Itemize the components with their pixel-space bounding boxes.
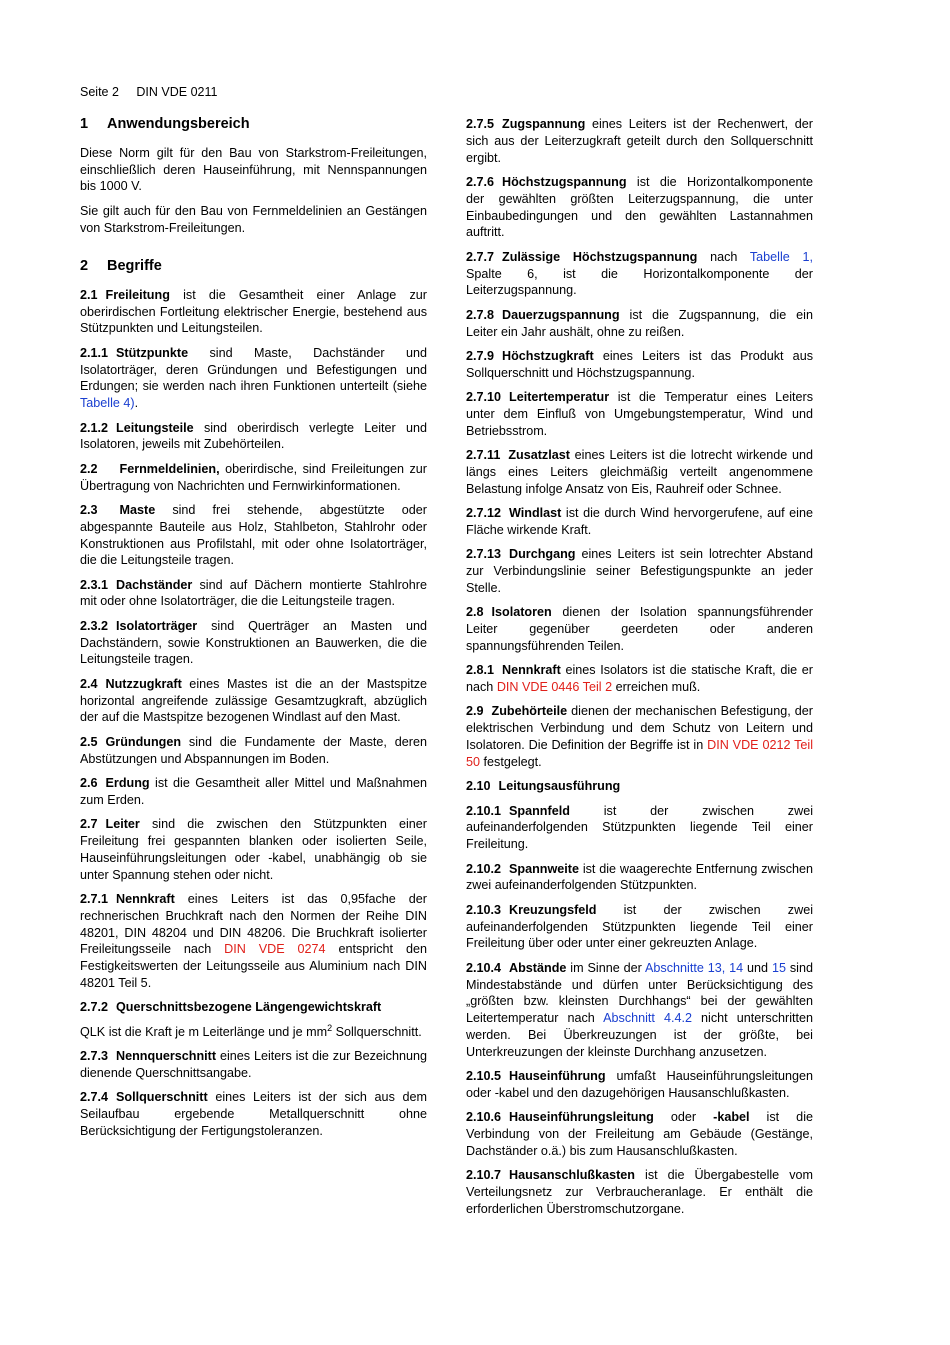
paragraph: Diese Norm gilt für den Bau von Starkstrom-Freileitungen, einschließlich deren Hauseinführung, mit Nennspannungen bis 1000 V. [80, 145, 427, 194]
reference-link[interactable]: DIN VDE 0446 Teil 2 [496, 680, 613, 695]
definition-2-10-1: 2.10.1 Spannfeld ist der zwischen zwei aufeinanderfolgenden Stützpunkten liegende Teil einer Freileitung. [466, 803, 813, 852]
definition-2-10: 2.10 Leitungsausführung [466, 779, 621, 794]
definition-2-7-5: 2.7.5 Zugspannung eines Leiters ist der Rechenwert, der sich aus der Leiterzugkraft geteilt durch den Sollquerschnitt ergibt. [466, 117, 813, 165]
definition-2-8-1: 2.8.1 Nennkraft eines Isolators ist die statische Kraft, die er nach DIN VDE 0446 Teil 2 erreichen muß. [466, 663, 813, 695]
definition-2-1: 2.1 Freileitung ist die Gesamtheit einer Anlage zur oberirdischen Fortleitung elektrischer Energie, bestehend aus Stützpunkten und Leitungsteilen. [80, 287, 427, 336]
left-column [80, 116, 427, 1147]
definition-2-7-13: 2.7.13 Durchgang eines Leiters ist sein lotrechter Abstand zur Verbindungslinie seiner Befestigungspunkte an jeder Stelle. [466, 547, 813, 595]
definition-2-9: 2.9 Zubehörteile dienen der mechanischen Befestigung, der elektrischen Verbindung und dem Schutz von Leitern und Isolatoren. Die Definition der Begriffe ist in DIN VDE 0212 Teil 50 festgelegt. [466, 704, 813, 769]
reference-link[interactable]: Abschnitte 13, 14 [645, 960, 744, 975]
definition-2-7-12: 2.7.12 Windlast ist die durch Wind hervorgerufene, auf eine Fläche wirkende Kraft. [466, 506, 813, 537]
definition-2-3-2: 2.3.2 Isolatorträger sind Querträger an Masten und Dachständern, sowie Konstruktionen an Bauwerken, die die Leitungsteile tragen. [80, 618, 427, 667]
reference-link[interactable]: Tabelle 4) [80, 396, 135, 411]
definition-2-7-7: 2.7.7 Zulässige Höchstzugspannung nach Tabelle 1, Spalte 6, ist die Horizontalkomponente der Leiterzugspannung. [466, 249, 813, 298]
definition-2-8: 2.8 Isolatoren dienen der Isolation spannungsführender Leiter gegenüber geerdeten oder anderen spannungsführenden Teilen. [466, 605, 813, 653]
paragraph: Sie gilt auch für den Bau von Fernmeldelinien an Gestängen von Starkstrom-Freileitungen. [80, 203, 427, 235]
definition-2-5: 2.5 Gründungen sind die Fundamente der Maste, deren Abstützungen und Abspannungen im Boden. [80, 734, 427, 766]
reference-link[interactable]: 15 [771, 960, 786, 975]
definition-2-10-7: 2.10.7 Hausanschlußkasten ist die Übergabestelle vom Verteilungsnetz zur Verbraucheranlage. Er enthält die erforderlichen Überstromschutzorgane. [466, 1168, 813, 1216]
reference-link[interactable]: Tabelle 1, [749, 249, 813, 264]
definition-2-7-11: 2.7.11 Zusatzlast eines Leiters ist die lotrecht wirkende und längs eines Leiters gleichmäßig verteilt angenommene Belastung infolge Ansatz von Eis, Rauhreif oder Schnee. [466, 448, 813, 496]
definition-2-7-6: 2.7.6 Höchstzugspannung ist die Horizontalkomponente der gewählten größten Leiterzugspannung, die unter Einbaubedingungen und den gewählten Lastannahmen auftritt. [466, 174, 813, 240]
reference-link[interactable]: DIN VDE 0212 Teil 50 [466, 738, 813, 769]
section-heading-1: 1 Anwendungsbereich [80, 116, 250, 132]
definition-2-7-10: 2.7.10 Leitertemperatur ist die Temperatur eines Leiters unter dem Einfluß von Umgebungstemperatur, Wind und Betriebsstrom. [466, 390, 813, 438]
definition-2-3: 2.3 Maste sind frei stehende, abgestützte oder abgespannte Bauteile aus Holz, Stahlbeton, Stahlrohr oder Konstruktionen aus Profilstahl, mit oder ohne Isolatorträger, die die Leitungsteile tragen. [80, 502, 427, 568]
definition-2-7-1: 2.7.1 Nennkraft eines Leiters ist das 0,95fache der rechnerischen Bruchkraft nach den Normen der Reihe DIN 48201, DIN 48204 und DIN 48206. Die Bruchkraft isolierter Freileitungsseile nach DIN VDE 0274 entspricht den Festigkeitswerten der Leitungsseile aus Aluminium nach DIN 48201 Teil 5. [80, 892, 427, 990]
definition-2-2: 2.2 Fernmeldelinien, oberirdische, sind Freileitungen zur Übertragung von Nachrichten und Fernwirkinformationen. [80, 461, 427, 493]
document-id: DIN VDE 0211 [136, 85, 218, 99]
definition-2-10-2: 2.10.2 Spannweite ist die waagerechte Entfernung zwischen zwei aufeinanderfolgenden Stützpunkten. [466, 861, 813, 893]
definition-2-7-9: 2.7.9 Höchstzugkraft eines Leiters ist das Produkt aus Sollquerschnitt und Höchstzugspannung. [466, 348, 813, 380]
definition-2-7-8: 2.7.8 Dauerzugspannung ist die Zugspannung, die ein Leiter ein Jahr aushält, ohne zu reißen. [466, 307, 813, 339]
definition-2-1-1: 2.1.1 Stützpunkte sind Maste, Dachständer und Isolatorträger, deren Gründungen und Befestigungen und Erdungen; sie werden nach ihren Funktionen unterteilt (siehe Tabelle 4). [80, 345, 427, 411]
paragraph: QLK ist die Kraft je m Leiterlänge und je $mm^2$ Sollquerschnitt. [80, 1022, 422, 1039]
definition-2-7-2: 2.7.2 Querschnittsbezogene Längengewichtskraft [80, 1000, 382, 1015]
definition-2-3-1: 2.3.1 Dachständer sind auf Dächern montierte Stahlrohre mit oder ohne Isolatorträger, die die Leitungsteile tragen. [80, 577, 427, 609]
definition-2-10-5: 2.10.5 Hauseinführung umfaßt Hauseinführungsleitungen oder -kabel und den dazugehörigen Hausanschlußkasten. [466, 1069, 813, 1100]
definition-2-6: 2.6 Erdung ist die Gesamtheit aller Mittel und Maßnahmen zum Erden. [80, 776, 427, 807]
definition-2-7: 2.7 Leiter sind die zwischen den Stützpunkten einer Freileitung frei gespannten blanken oder isolierten Seile, Hauseinführungsleitungen oder -kabel, unabhängig ob sie unter Spannung stehen oder nicht. [80, 817, 427, 882]
definition-2-10-3: 2.10.3 Kreuzungsfeld ist der zwischen zwei aufeinanderfolgenden Stützpunkten liegende Teil einer Freileitung über oder unter einer gekreuzten Anlage. [466, 902, 813, 951]
right-column [466, 116, 813, 1225]
definition-2-7-3: 2.7.3 Nennquerschnitt eines Leiters ist die zur Bezeichnung dienende Querschnittsangabe. [80, 1049, 427, 1080]
section-heading-2: 2 Begriffe [80, 257, 162, 274]
definition-2-10-6: 2.10.6 Hauseinführungsleitung oder -kabel ist die Verbindung von der Freileitung am Gebäude (Gestänge, Dachständer o.ä.) bis zum Hausanschlußkasten. [466, 1110, 813, 1158]
definition-2-4: 2.4 Nutzzugkraft eines Mastes ist die an der Mastspitze horizontal angreifende zulässige Gesamtzugkraft, abzüglich der auf die Mastspitze bezogenen Windlast auf den Mast. [80, 676, 427, 725]
definition-2-10-4: 2.10.4 Abstände im Sinne der Abschnitte 13, 14 und 15 sind Mindestabstände und dürfen unter Berücksichtigung des „größten bzw. kleinsten Durchhangs“ bei der gewählten Leitertemperatur nach Abschnitt 4.4.2 nicht unterschritten werden. Bei Überkreuzungen ist der größte, bei Unterkreuzungen der kleinste Durchhang anzusetzen. [466, 960, 814, 1059]
reference-link[interactable]: Abschnitt 4.4.2 [603, 1011, 692, 1026]
definition-2-1-2: 2.1.2 Leitungsteile sind oberirdisch verlegte Leiter und Isolatoren, jeweils mit Zubehörteilen. [80, 420, 427, 452]
page-number: Seite 2 [80, 85, 119, 99]
page-header [80, 85, 231, 99]
definition-2-7-4: 2.7.4 Sollquerschnitt eines Leiters ist der sich aus dem Seilaufbau ergebende Metallquerschnitt ohne Berücksichtigung der Fertigungstoleranzen. [80, 1090, 427, 1138]
reference-link[interactable]: DIN VDE 0274 [224, 942, 326, 957]
